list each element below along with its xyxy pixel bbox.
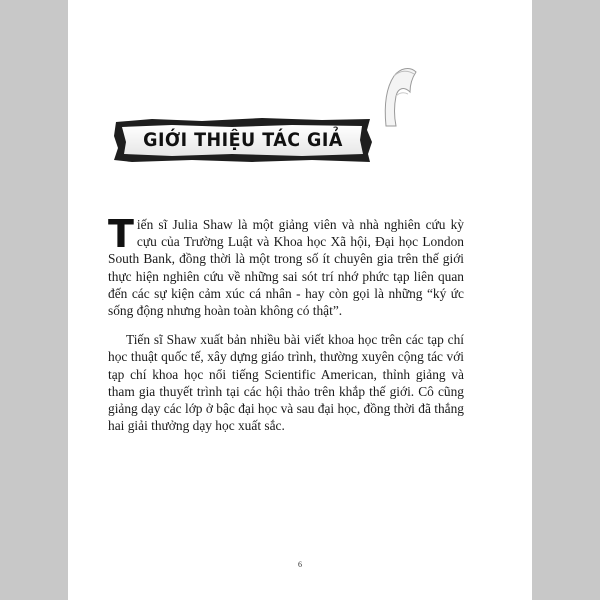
- paragraph: Tiến sĩ Shaw xuất bản nhiều bài viết khoa học trên các tạp chí học thuật quốc tế, xây dựng giáo trình, thường xuyên cộng tác với tạp chí khoa học nổi tiếng Scientific American, thỉnh giảng và tham gia thuyết trình tại các hội thảo trên khắp thế giới. Cô cũng giảng dạy các lớp ở bậc đại học và sau đại học, đồng thời đã thắng hai giải thưởng dạy học xuất sắc.: [108, 332, 464, 434]
- paragraph: [108, 212, 464, 319]
- chapter-title: GIỚI THIỆU TÁC GIẢ: [143, 129, 343, 151]
- paragraph-text: iến sĩ Julia Shaw là một giảng viên và nhà nghiên cứu kỳ cựu của Trường Luật và Khoa học Xã hội, Đại học London South Bank, đồng thời là một trong số ít chuyên gia trên thế giới thực hiện nghiên cứu về những sai sót trí nhớ phức tạp liên quan đến các sự kiện cảm xúc cá nhân - hay còn gọi là những “ký ức sống động nhưng hoàn toàn không có thật”.: [108, 217, 464, 319]
- paper-curl-icon: [380, 66, 420, 128]
- page-number: 6: [298, 560, 302, 569]
- chapter-title-banner: [112, 116, 374, 164]
- drop-cap: T: [108, 212, 134, 256]
- body-text: [108, 212, 464, 434]
